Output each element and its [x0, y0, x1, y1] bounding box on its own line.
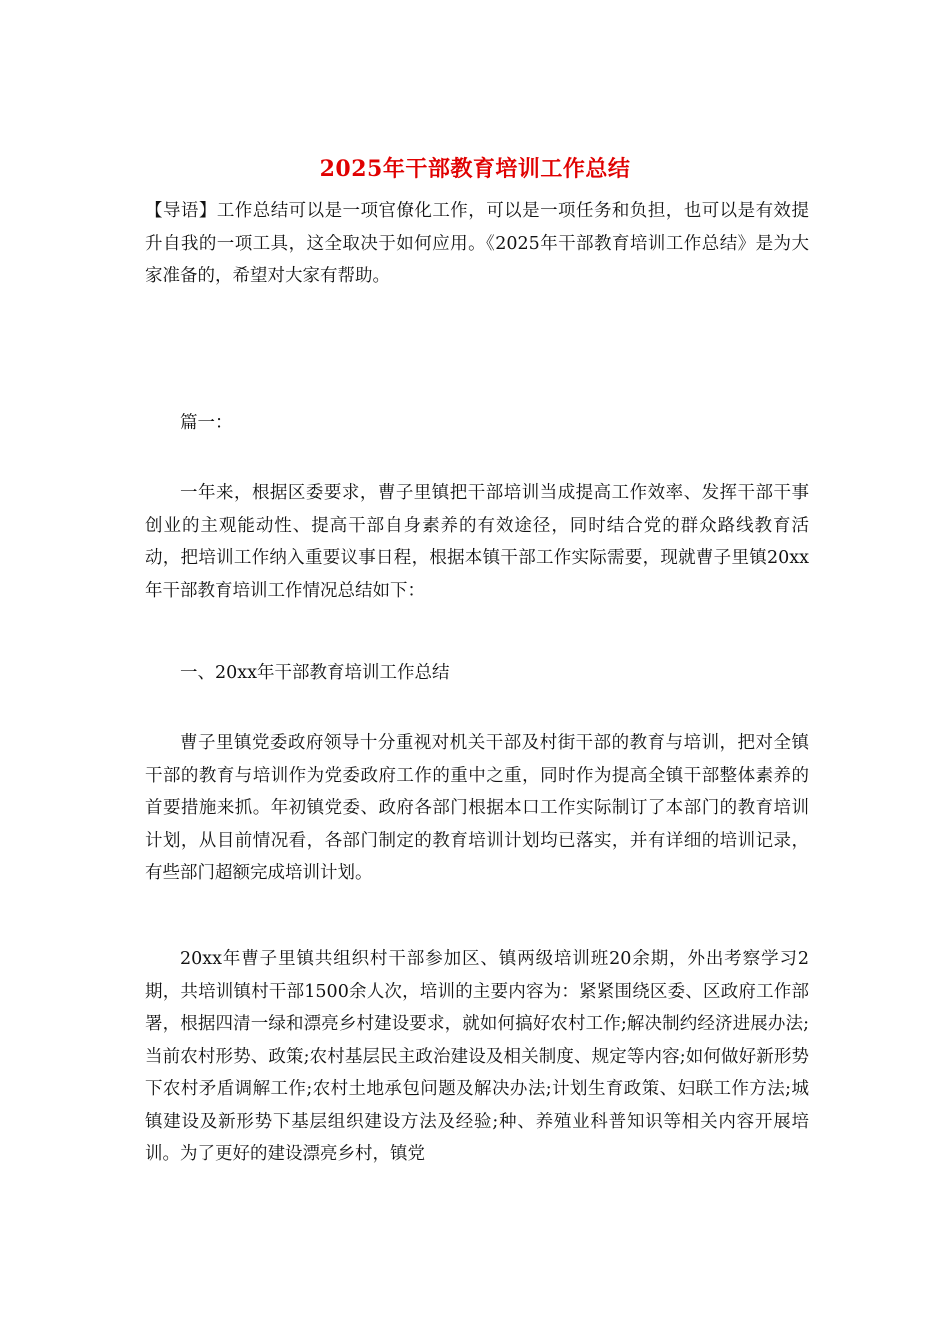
body-paragraph-1: 一年来，根据区委要求，曹子里镇把干部培训当成提高工作效率、发挥干部干事创业的主观能动性、提高干部自身素养的有效途径，同时结合党的群众路线教育活动，把培训工作纳入重要议事日程，根据本镇干部工作实际需要，现就曹子里镇20xx年干部教育培训工作情况总结如下：	[145, 483, 809, 601]
body-paragraph-2: 曹子里镇党委政府领导十分重视对机关干部及村街干部的教育与培训，把对全镇干部的教育与培训作为党委政府工作的重中之重，同时作为提高全镇干部整体素养的首要措施来抓。年初镇党委、政府各部门根据本口工作实际制订了本部门的教育培训计划，从目前情况看，各部门制定的教育培训计划均已落实，并有详细的培训记录，有些部门超额完成培训计划。	[145, 733, 809, 883]
body-paragraph-3: 20xx年曹子里镇共组织村干部参加区、镇两级培训班20余期，外出考察学习2期，共培训镇村干部1500余人次，培训的主要内容为：紧紧围绕区委、区政府工作部署，根据四清一绿和漂亮乡村建设要求，就如何搞好农村工作;解决制约经济进展办法;当前农村形势、政策;农村基层民主政治建设及相关制度、规定等内容;如何做好新形势下农村矛盾调解工作;农村土地承包问题及解决办法;计划生育政策、妇联工作方法;城镇建设及新形势下基层组织建设方法及经验;种、养殖业科普知识等相关内容开展培训。为了更好的建设漂亮乡村，镇党	[145, 949, 809, 1164]
section-heading: 一、20xx年干部教育培训工作总结	[180, 663, 450, 683]
document-title: 2025年干部教育培训工作总结	[319, 156, 631, 182]
part-label: 篇一：	[180, 413, 233, 433]
intro-paragraph: 【导语】工作总结可以是一项官僚化工作，可以是一项任务和负担，也可以是有效提升自我的一项工具，这全取决于如何应用。《2025年干部教育培训工作总结》是为大家准备的，希望对大家有帮助。	[145, 201, 809, 286]
